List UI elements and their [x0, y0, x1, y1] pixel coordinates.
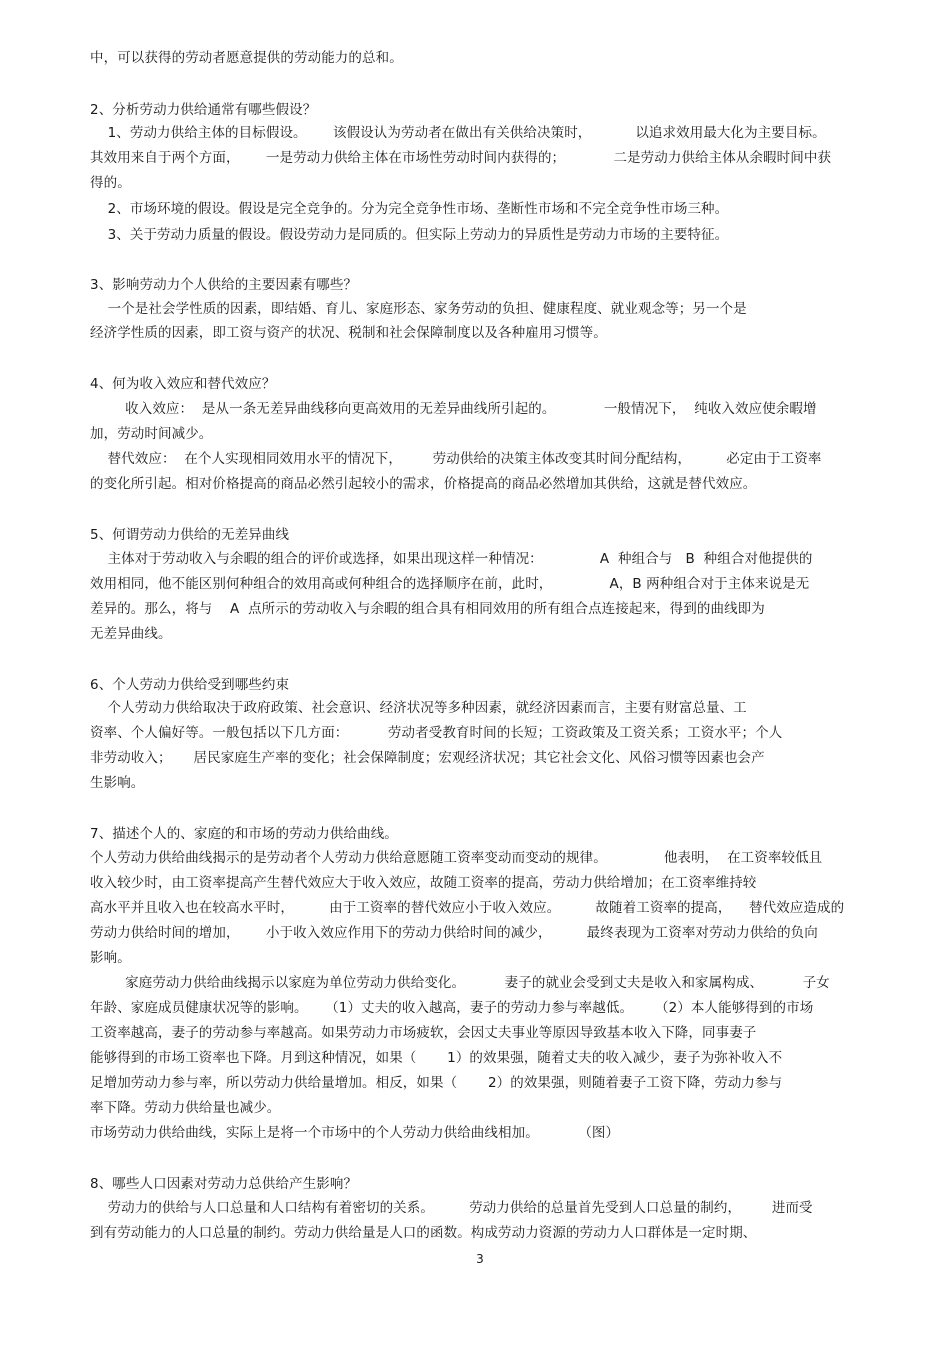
text-line: 1、劳动力供给主体的目标假设。 该假设认为劳动者在做出有关供给决策时， 以追求效用最大化为主要目标。	[90, 125, 826, 141]
text-line: 工资率越高，妻子的劳动参与率越高。如果劳动力市场疲软，会因丈夫事业等原因导致基本收入下降，同事妻子	[90, 1025, 757, 1041]
question-heading: 2、分析劳动力供给通常有哪些假设？	[90, 102, 317, 118]
text-line: 家庭劳动力供给曲线揭示以家庭为单位劳动力供给变化。 妻子的就业会受到丈夫是收入和家属构成、 子女	[90, 975, 830, 991]
text-line: 到有劳动能力的人口总量的制约。劳动力供给量是人口的函数。构成劳动力资源的劳动力人口群体是一定时期、	[90, 1225, 757, 1241]
text-line: 个人劳动力供给取决于政府政策、社会意识、经济状况等多种因素，就经济因素而言，主要有财富总量、工	[90, 700, 747, 716]
text-line: 一个是社会学性质的因素，即结婚、育儿、家庭形态、家务劳动的负担、健康程度、就业观念等；另一个是	[90, 301, 747, 317]
text-line: 劳动力供给时间的增加， 小于收入效应作用下的劳动力供给时间的减少， 最终表现为工资率对劳动力供给的负向	[90, 925, 818, 941]
text-line: 非劳动收入； 居民家庭生产率的变化；社会保障制度；宏观经济状况；其它社会文化、风俗习惯等因素也会产	[90, 750, 765, 766]
text-line: 经济学性质的因素，即工资与资产的状况、税制和社会保障制度以及各种雇用习惯等。	[90, 325, 607, 341]
question-heading: 7、描述个人的、家庭的和市场的劳动力供给曲线。	[90, 826, 398, 842]
text-line: 个人劳动力供给曲线揭示的是劳动者个人劳动力供给意愿随工资率变动而变动的规律。 他表明， 在工资率较低且	[90, 850, 823, 866]
text-line: 收入较少时，由工资率提高产生替代效应大于收入效应，故随工资率的提高，劳动力供给增加；在工资率维持较	[90, 875, 757, 891]
text-line: 能够得到的市场工资率也下降。月到这种情况，如果（ 1）的效果强，随着丈夫的收入减少，妻子为弥补收入不	[90, 1050, 783, 1066]
text-line: 收入效应： 是从一条无差异曲线移向更高效用的无差异曲线所引起的。 一般情况下， 纯收入效应使余暇增	[90, 401, 817, 417]
text-line: 无差异曲线。	[90, 626, 172, 642]
text-line: 中，可以获得的劳动者愿意提供的劳动能力的总和。	[90, 50, 403, 66]
text-line: 2、市场环境的假设。假设是完全竞争的。分为完全竞争性市场、垄断性市场和不完全竞争性市场三种。	[90, 201, 729, 217]
text-line: 影响。	[90, 950, 131, 966]
text-line: 差异的。那么，将与 A 点所示的劳动收入与余暇的组合具有相同效用的所有组合点连接起来，得到的曲线即为	[90, 601, 765, 617]
text-line: 其效用来自于两个方面， 一是劳动力供给主体在市场性劳动时间内获得的； 二是劳动力供给主体从余暇时间中获	[90, 150, 832, 166]
text-line: 资率、个人偏好等。一般包括以下几方面： 劳动者受教育时间的长短；工资政策及工资关系；工资水平；个人	[90, 725, 783, 741]
text-line: 的变化所引起。相对价格提高的商品必然引起较小的需求，价格提高的商品必然增加其供给，这就是替代效应。	[90, 476, 757, 492]
question-heading: 6、个人劳动力供给受到哪些约束	[90, 677, 290, 693]
text-line: 劳动力的供给与人口总量和人口结构有着密切的关系。 劳动力供给的总量首先受到人口总量的制约， 进而受	[90, 1200, 813, 1216]
text-line: 高水平并且收入也在较高水平时， 由于工资率的替代效应小于收入效应。 故随着工资率的提高， 替代效应造成的	[90, 900, 845, 916]
question-heading: 4、何为收入效应和替代效应？	[90, 376, 276, 392]
text-line: 效用相同，他不能区别何种组合的效用高或何种组合的选择顺序在前，此时， A，B 两种组合对于主体来说是无	[90, 576, 810, 592]
question-heading: 8、哪些人口因素对劳动力总供给产生影响？	[90, 1176, 358, 1192]
text-line: 得的。	[90, 175, 131, 191]
text-line: 市场劳动力供给曲线，实际上是将一个市场中的个人劳动力供给曲线相加。 （图）	[90, 1125, 620, 1141]
text-line: 加，劳动时间减少。	[90, 426, 213, 442]
text-line: 生影响。	[90, 775, 145, 791]
question-heading: 3、影响劳动力个人供给的主要因素有哪些？	[90, 277, 358, 293]
text-line: 年龄、家庭成员健康状况等的影响。 （1）丈夫的收入越高，妻子的劳动力参与率越低。 （2）本人能够得到的市场	[90, 1000, 814, 1016]
text-line: 率下降。劳动力供给量也减少。	[90, 1100, 281, 1116]
page-number: 3	[476, 1252, 484, 1266]
text-line: 替代效应： 在个人实现相同效用水平的情况下， 劳动供给的决策主体改变其时间分配结构， 必定由于工资率	[90, 451, 822, 467]
text-line: 3、关于劳动力质量的假设。假设劳动力是同质的。但实际上劳动力的异质性是劳动力市场的主要特征。	[90, 227, 729, 243]
text-line: 主体对于劳动收入与余暇的组合的评价或选择，如果出现这样一种情况： A 种组合与 B 种组合对他提供的	[90, 551, 813, 567]
text-line: 足增加劳动力参与率，所以劳动力供给量增加。相反，如果（ 2）的效果强，则随着妻子工资下降，劳动力参与	[90, 1075, 783, 1091]
question-heading: 5、何谓劳动力供给的无差异曲线	[90, 527, 290, 543]
